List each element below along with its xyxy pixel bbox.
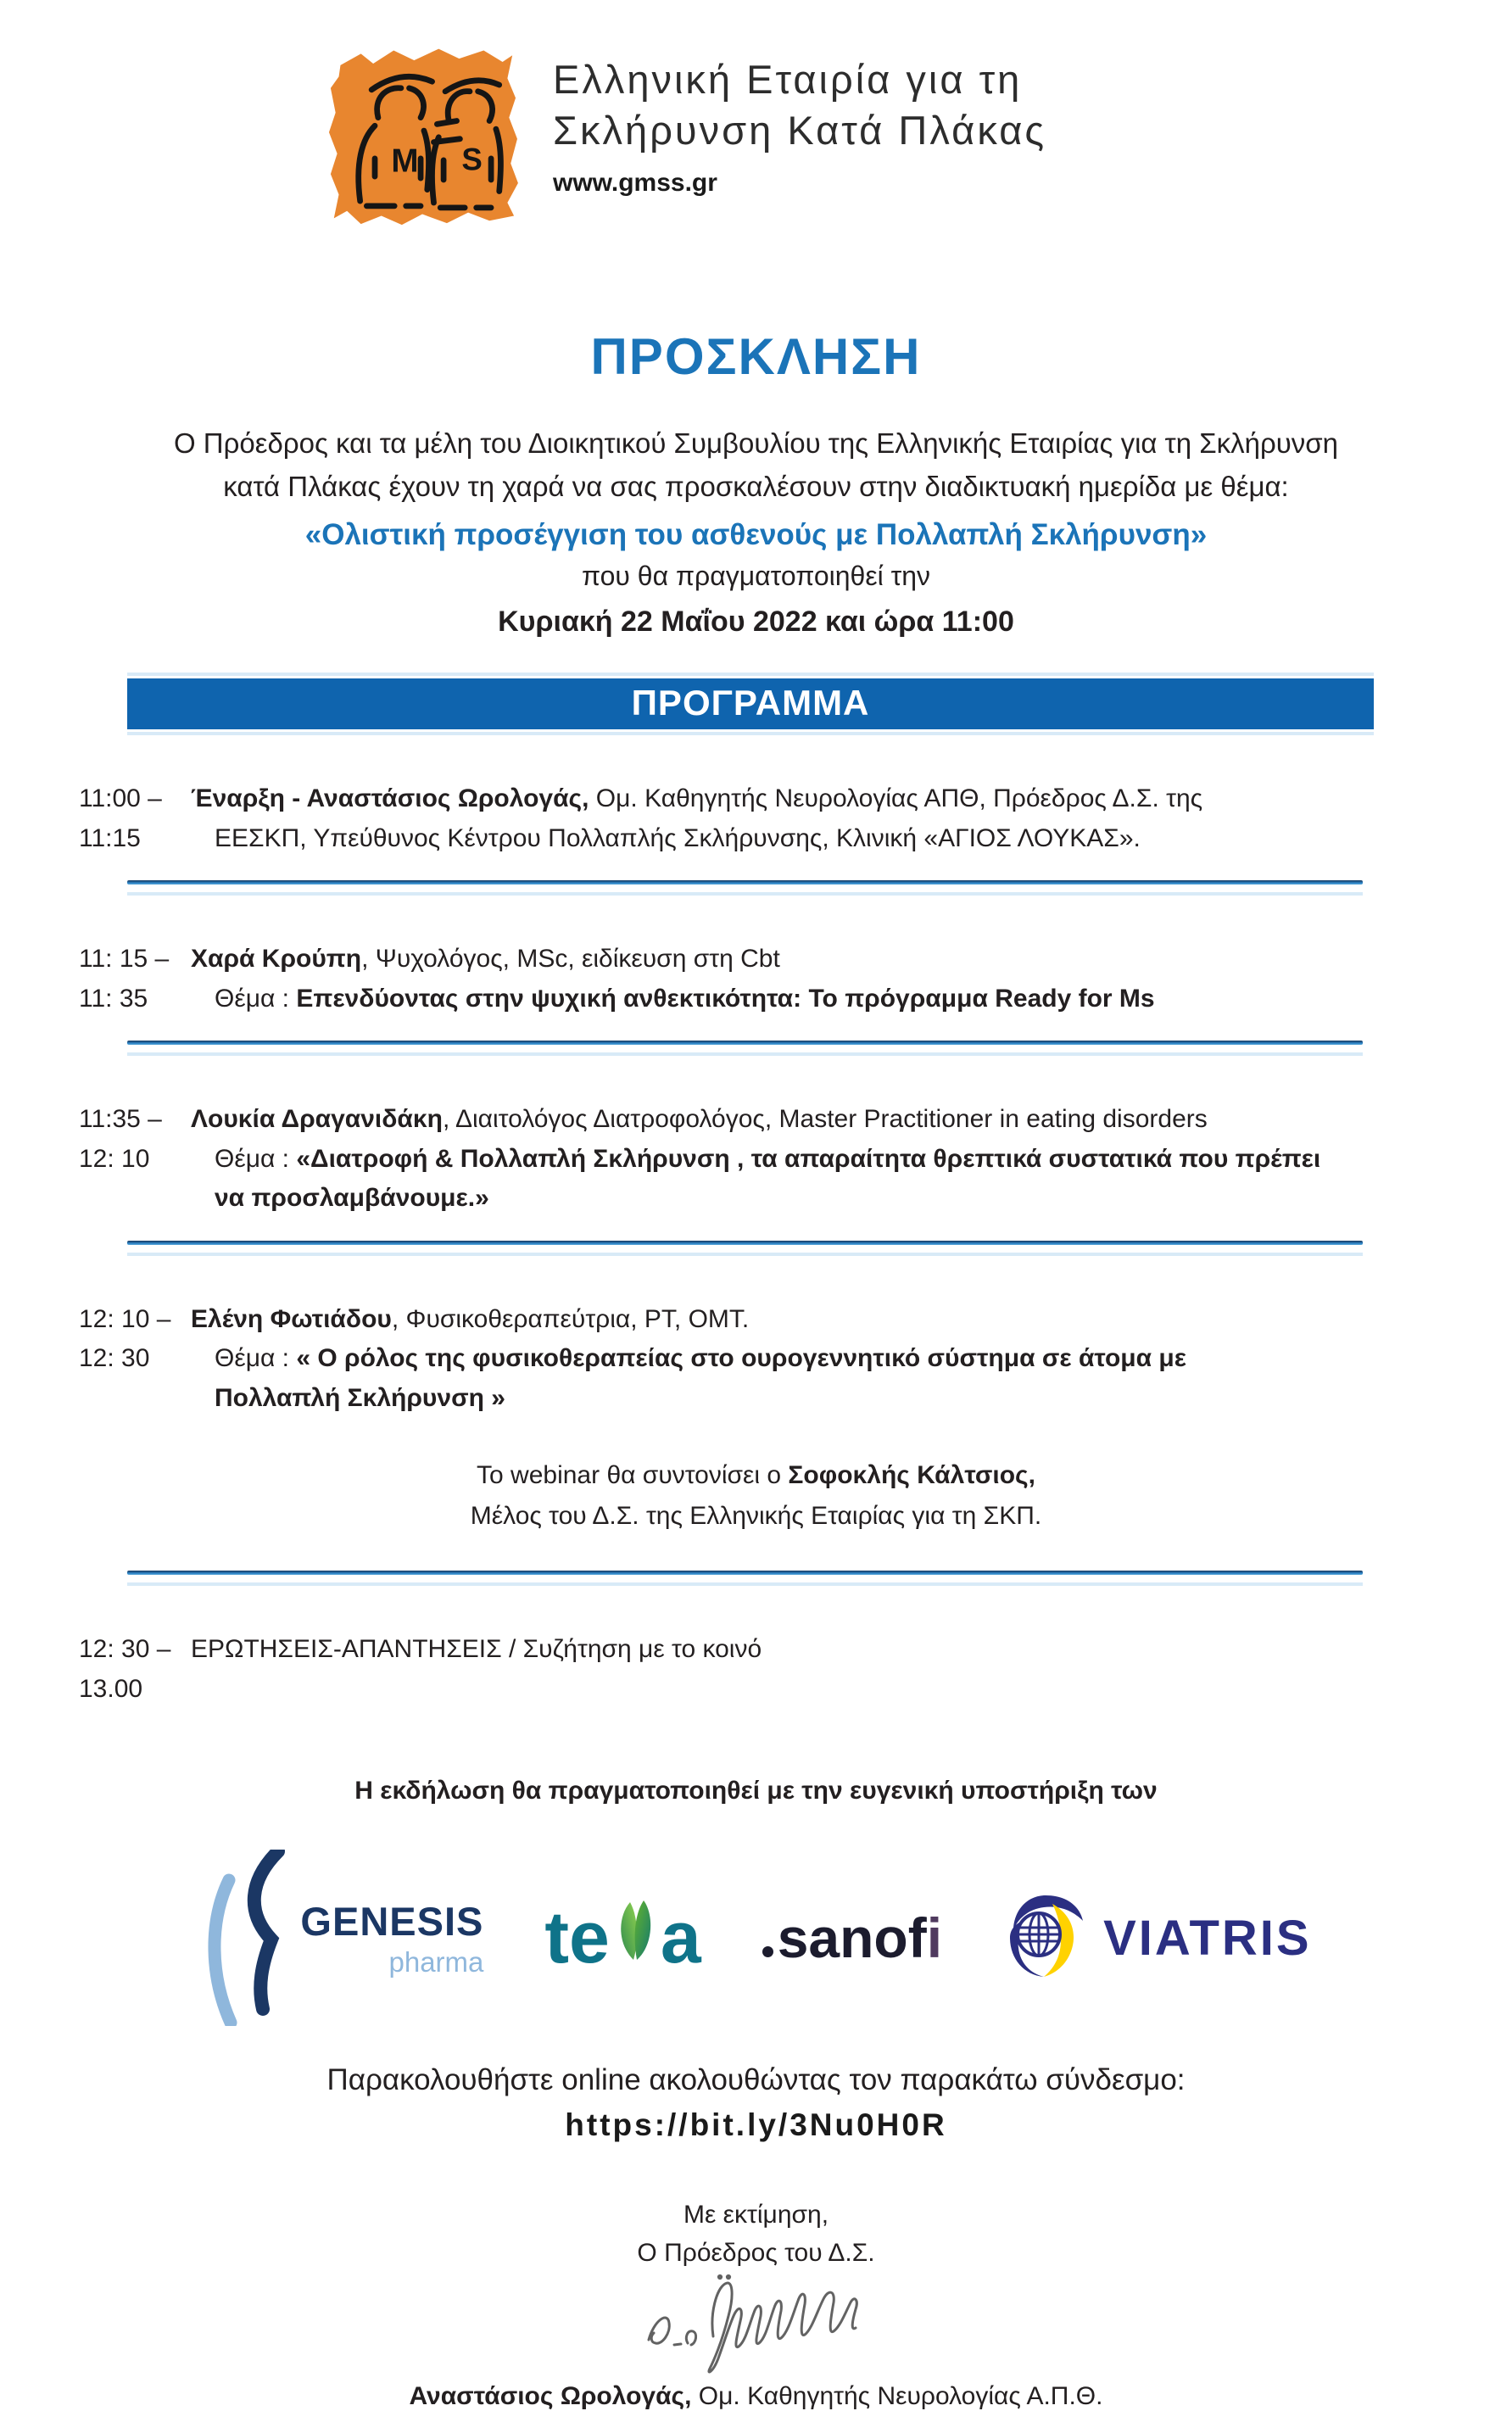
program-time: 11:35 – 12: 10 <box>79 1105 162 1173</box>
closing-block <box>0 2196 1512 2272</box>
document-header <box>324 39 1512 227</box>
theme-text: «Διατροφή & Πολλαπλή Σκλήρυνση , τα απαραίτητα θρεπτικά συστατικά που πρέπει να προσλαμβάνουμε.» <box>215 1144 1321 1213</box>
theme-label: Θέμα : <box>215 984 297 1013</box>
program-theme-line <box>215 1339 1266 1418</box>
speaker-name: Λουκία Δραγανιδάκη <box>191 1105 443 1134</box>
closing-regards: Με εκτίμηση, <box>683 2201 829 2230</box>
qa-session-text: ΕΡΩΤΗΣΕΙΣ-ΑΠΑΝΤΗΣΕΙΣ / Συζήτηση με το κοινό <box>191 1635 762 1664</box>
occurrence-text: που θα πραγματοποιηθεί την <box>581 561 931 592</box>
banner-bottom-edge <box>127 732 1374 735</box>
speaker-name: Ελένη Φωτιάδου <box>191 1304 392 1333</box>
sanofi-logo <box>762 1906 942 1970</box>
program-speaker-line <box>191 779 1266 858</box>
closing-signer-title: Ο Πρόεδρος του Δ.Σ. <box>637 2239 875 2268</box>
genesis-pharma-logo <box>200 1850 483 2026</box>
program-speaker-line <box>191 1300 1266 1340</box>
speaker-credentials: Ομ. Καθηγητής Νευρολογίας ΑΠΘ, Πρόεδρος Δ.Σ. της ΕΕΣΚΠ, Υπεύθυνος Κέντρου Πολλαπλής Σκλήρυνσης, Κλινική «ΑΓΙΟΣ ΛΟΥΚΑΣ». <box>215 784 1203 852</box>
speaker-credentials: , Ψυχολόγος, MSc, ειδίκευση στη Cbt <box>361 945 780 974</box>
section-divider <box>127 1241 1363 1256</box>
logo-letter-s: S <box>461 142 483 177</box>
theme-text: « Ο ρόλος της φυσικοθεραπείας στο ουρογεννητικό σύστημα σε άτομα με Πολλαπλή Σκλήρυνση » <box>215 1344 1186 1412</box>
program-item-1 <box>79 779 1512 858</box>
program-theme-line <box>215 1140 1351 1219</box>
banner-top-edge <box>127 673 1374 676</box>
moderator-name: Σοφοκλής Κάλτσιος, <box>788 1461 1035 1490</box>
logo-letter-m: M <box>391 142 419 180</box>
speaker-credentials: , Διαιτολόγος Διατροφολόγος, Master Practitioner in eating disorders <box>442 1105 1208 1134</box>
event-datetime: Κυριακή 22 Μαΐου 2022 και ώρα 11:00 <box>498 606 1014 639</box>
viatris-logo <box>1003 1894 1312 1982</box>
sponsor-logos-row <box>0 1845 1512 2031</box>
intro-line2: κατά Πλάκας έχουν τη χαρά να σας προσκαλέσουν στην διαδικτυακή ημερίδα με θέμα: <box>223 471 1289 503</box>
sanofi-wordmark-accent: i <box>926 1906 943 1970</box>
theme-text: Επενδύοντας στην ψυχική ανθεκτικότητα: Το πρόγραμμα Ready for Ms <box>296 984 1155 1013</box>
moderator-line2: Μέλος του Δ.Σ. της Ελληνικής Εταιρίας για τη ΣΚΠ. <box>470 1502 1042 1531</box>
invitation-intro <box>0 421 1512 508</box>
program-theme-line <box>215 979 1351 1019</box>
program-speaker-line <box>191 1100 1351 1140</box>
program-speaker-line <box>191 940 1351 979</box>
org-name-line2: Σκλήρυνση Κατά Πλάκας <box>553 107 1047 153</box>
program-item-3 <box>79 1100 1512 1219</box>
signoff-line <box>0 2382 1512 2411</box>
moderator-line1 <box>0 1455 1512 1496</box>
program-item-2 <box>79 940 1512 1019</box>
genesis-swoosh-icon <box>200 1850 295 2026</box>
leaf-icon <box>611 1900 659 1963</box>
globe-icon <box>1003 1894 1091 1982</box>
program-banner: ΠΡΟΓΡΑΜΜΑ <box>127 678 1374 729</box>
program-time: 11:00 – 11:15 <box>79 784 162 852</box>
signoff-name: Αναστάσιος Ωρολογάς, <box>409 2382 692 2411</box>
moderator-note <box>0 1455 1512 1537</box>
webinar-link[interactable]: https://bit.ly/3Nu0H0R <box>565 2107 947 2143</box>
teva-logo <box>544 1896 700 1980</box>
section-divider <box>127 1571 1363 1586</box>
webinar-theme: «Ολιστική προσέγγιση του ασθενούς με Πολλαπλή Σκλήρυνση» <box>304 518 1208 552</box>
org-website-link[interactable]: www.gmss.gr <box>553 169 717 198</box>
speaker-name: Χαρά Κρούπη <box>191 945 362 974</box>
watch-online-instruction: Παρακολουθήστε online ακολουθώντας τον παρακάτω σύνδεσμο: <box>326 2063 1186 2097</box>
org-name-line1: Ελληνική Εταιρία για τη <box>553 57 1023 102</box>
sanofi-wordmark: sanof <box>777 1906 927 1970</box>
signoff-title: Ομ. Καθηγητής Νευρολογίας Α.Π.Θ. <box>691 2382 1103 2411</box>
program-time: 12: 10 – 12: 30 <box>79 1304 171 1373</box>
intro-line1: Ο Πρόεδρος και τα μέλη του Διοικητικού Συμβουλίου της Ελληνικής Εταιρίας για τη Σκλήρυνση <box>173 427 1339 459</box>
program-time: 11: 15 – 11: 35 <box>79 945 170 1013</box>
section-divider <box>127 1041 1363 1056</box>
speaker-credentials: , Φυσικοθεραπεύτρια, PT, OMT. <box>391 1304 750 1333</box>
moderator-prefix: Το webinar θα συντονίσει ο <box>477 1461 789 1490</box>
program-item-5 <box>79 1630 1512 1709</box>
invitation-title: ΠΡΟΣΚΛΗΣΗ <box>590 328 922 385</box>
theme-label: Θέμα : <box>215 1144 297 1173</box>
teva-wordmark-suffix: a <box>660 1896 701 1978</box>
program-banner-wrap <box>127 673 1374 735</box>
sponsors-support-note: Η εκδήλωση θα πραγματοποιηθεί με την ευγενική υποστήριξη των <box>354 1777 1158 1805</box>
genesis-wordmark: GENESIS <box>300 1898 484 1944</box>
handwritten-signature <box>625 2274 888 2377</box>
speaker-name: Έναρξη - Αναστάσιος Ωρολογάς, <box>191 784 589 813</box>
ms-people-logo-icon <box>324 39 521 227</box>
section-divider <box>127 880 1363 896</box>
program-item-4 <box>79 1300 1512 1419</box>
teva-wordmark-prefix: te <box>544 1896 610 1978</box>
genesis-sub-label: pharma <box>388 1945 484 1978</box>
theme-label: Θέμα : <box>215 1344 297 1373</box>
sanofi-dot-icon <box>762 1946 773 1957</box>
program-time: 12: 30 – 13.00 <box>79 1635 171 1703</box>
viatris-wordmark: VIATRIS <box>1103 1910 1312 1966</box>
